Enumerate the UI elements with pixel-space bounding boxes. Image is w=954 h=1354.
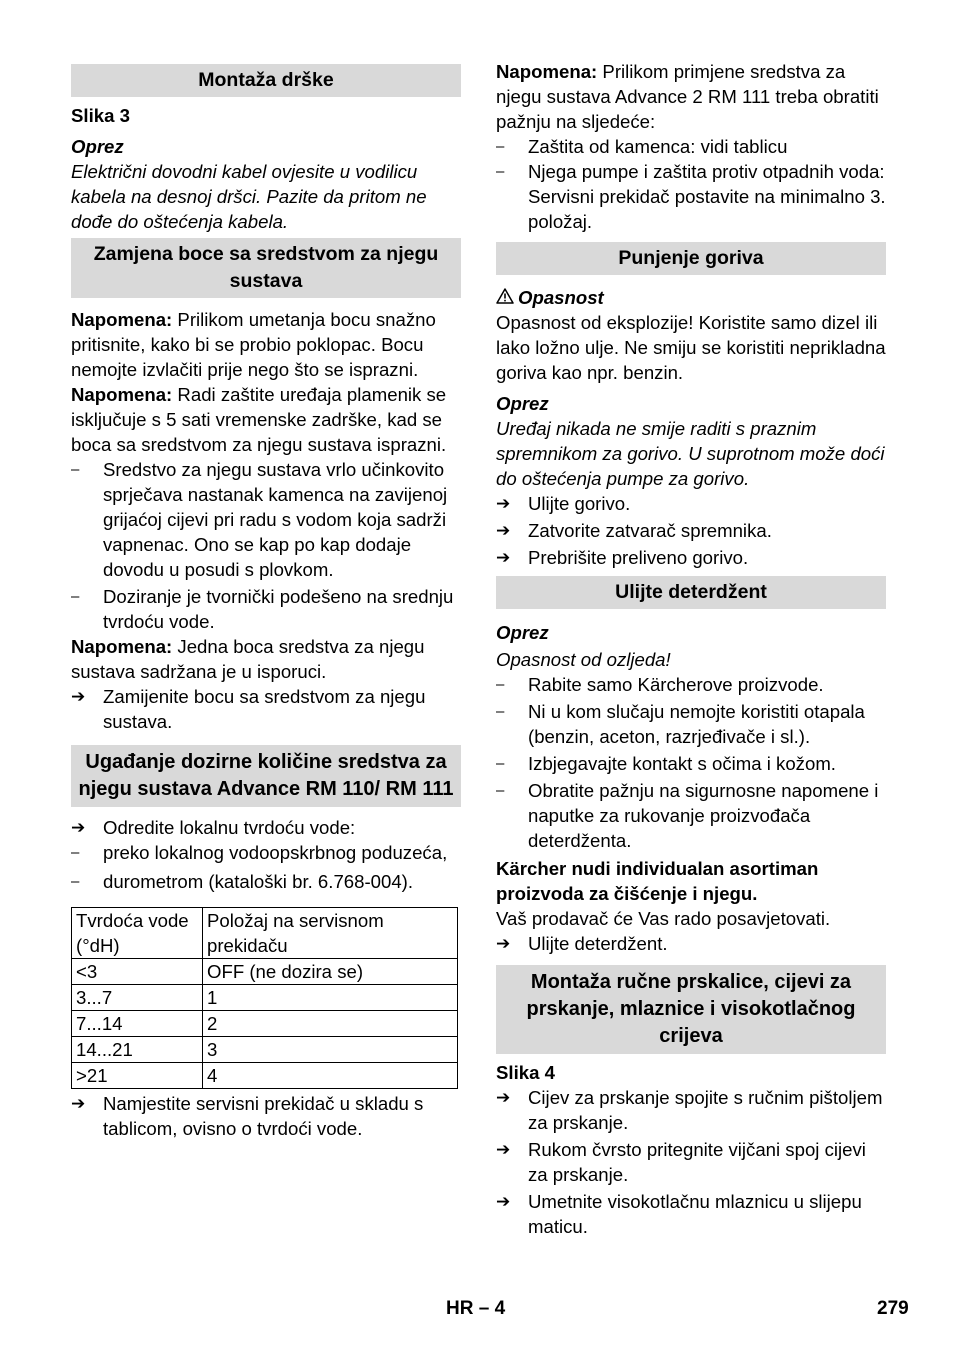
list-item: ➔ Ulijte deterdžent. <box>496 931 886 956</box>
arrow-list <box>496 1085 886 1239</box>
section-heading-detergent: Ulijte deterdžent <box>496 576 886 609</box>
dash-list <box>71 840 461 894</box>
note-paragraph: Napomena: Prilikom umetanja bocu snažno pritisnite, kako bi se probio poklopac. Bocu nemojte izvlačiti prije nego što se isprazni. <box>71 309 436 380</box>
paragraph: Vaš prodavač će Vas rado posavjetovati. <box>496 908 831 929</box>
left-column <box>71 64 461 1141</box>
table-cell: 4 <box>203 1063 458 1089</box>
table-row <box>72 1063 458 1089</box>
list-item: – Obratite pažnju na sigurnosne napomene i naputke za rukovanje proizvođača deterdženta. <box>496 778 886 853</box>
table-cell: OFF (ne dozira se) <box>203 959 458 985</box>
page-number: 279 <box>877 1298 909 1319</box>
table-cell: <3 <box>72 959 203 985</box>
list-item: ➔ Umetnite visokotlačnu mlaznicu u slijepu maticu. <box>496 1189 886 1239</box>
footer-label: HR – 4 <box>446 1298 506 1319</box>
table-header: Položaj na servisnom prekidaču <box>203 908 458 959</box>
list-item: ➔ Ulijte gorivo. <box>496 491 886 516</box>
list-item: – Doziranje je tvornički podešeno na srednju tvrdoću vode. <box>71 584 461 634</box>
list-item: ➔ Prebrišite preliveno gorivo. <box>496 545 886 570</box>
section-heading-bottle: Zamjena boce sa sredstvom za njegu sustava <box>71 238 461 298</box>
dash-list <box>71 457 461 634</box>
arrow-list <box>71 684 461 734</box>
caution-label: Oprez <box>496 622 549 643</box>
list-item: – durometrom (kataloški br. 6.768-004). <box>71 869 461 894</box>
list-item: – Rabite samo Kärcherove proizvode. <box>496 672 886 697</box>
table-row <box>72 1011 458 1037</box>
note-paragraph: Napomena: Radi zaštite uređaja plamenik se isključuje s 5 sati vremenske zadrške, kad se boca sa sredstvom za njegu sustava isprazni. <box>71 384 447 455</box>
caution-text: Uređaj nikada ne smije raditi s praznim spremnikom za gorivo. U suprotnom može doći do oštećenja pumpe za gorivo. <box>496 418 885 489</box>
table-row <box>72 985 458 1011</box>
section-heading-dosing: Ugađanje dozirne količine sredstva za njegu sustava Advance RM 110/ RM 111 <box>71 745 461 807</box>
list-item: ➔ Zatvorite zatvarač spremnika. <box>496 518 886 543</box>
list-item: – Zaštita od kamenca: vidi tablicu <box>496 134 886 159</box>
hardness-table <box>71 907 458 1089</box>
section-heading-handle: Montaža drške <box>71 64 461 97</box>
table-cell: 3...7 <box>72 985 203 1011</box>
note-paragraph: Napomena: Prilikom primjene sredstva za njegu sustava Advance 2 RM 111 treba obratiti pažnju na sljedeće: <box>496 61 879 132</box>
arrow-list <box>71 815 461 840</box>
arrow-list <box>496 491 886 570</box>
table-cell: 3 <box>203 1037 458 1063</box>
figure-ref: Slika 4 <box>496 1062 555 1083</box>
table-cell: >21 <box>72 1063 203 1089</box>
list-item: – Njega pumpe i zaštita protiv otpadnih voda: Servisni prekidač postavite na minimalno 3. položaj. <box>496 159 886 234</box>
bold-paragraph: Kärcher nudi individualan asortiman proizvoda za čišćenje i njegu. <box>496 858 819 904</box>
danger-text: Opasnost od eksplozije! Koristite samo dizel ili lako ložno ulje. Ne smiju se koristiti neprikladna goriva kao npr. benzin. <box>496 312 886 383</box>
dash-list <box>496 672 886 853</box>
note-paragraph: Napomena: Jedna boca sredstva za njegu sustava sadržana je u isporuci. <box>71 636 425 682</box>
figure-ref: Slika 3 <box>71 105 130 126</box>
table-cell: 1 <box>203 985 458 1011</box>
arrow-list <box>496 931 886 956</box>
table-header-row <box>72 908 458 959</box>
table-cell: 2 <box>203 1011 458 1037</box>
table-cell: 14...21 <box>72 1037 203 1063</box>
caution-text: Opasnost od ozljeda! <box>496 649 671 670</box>
table-row <box>72 959 458 985</box>
right-column <box>496 61 886 1239</box>
dash-list <box>496 134 886 234</box>
table-row <box>72 1037 458 1063</box>
table-cell: 7...14 <box>72 1011 203 1037</box>
list-item: ➔ Namjestite servisni prekidač u skladu s tablicom, ovisno o tvrdoći vode. <box>71 1091 461 1141</box>
list-item: ➔ Zamijenite bocu sa sredstvom za njegu sustava. <box>71 684 461 734</box>
caution-label: Oprez <box>71 136 124 157</box>
section-heading-fuel: Punjenje goriva <box>496 242 886 275</box>
list-item: – preko lokalnog vodoopskrbnog poduzeća, <box>71 840 461 865</box>
list-item: ➔ Odredite lokalnu tvrdoću vode: <box>71 815 461 840</box>
table-header: Tvrdoća vode (°dH) <box>72 908 203 959</box>
list-item: – Ni u kom slučaju nemojte koristiti otapala (benzin, aceton, razrjeđivače i sl.). <box>496 699 886 749</box>
list-item: – Izbjegavajte kontakt s očima i kožom. <box>496 751 886 776</box>
section-heading-spray: Montaža ručne prskalice, cijevi za prskanje, mlaznice i visokotlačnog crijeva <box>496 965 886 1054</box>
arrow-list <box>71 1091 461 1141</box>
list-item: – Sredstvo za njegu sustava vrlo učinkovito sprječava nastanak kamenca na zavijenoj grijaćoj cijevi pri radu s vodom koja sadrži vapnenac. Ono se kap po kap dodaje dovodu u posudi s plovkom. <box>71 457 461 582</box>
warning-triangle-icon <box>496 285 518 310</box>
caution-label: Oprez <box>496 393 549 414</box>
list-item: ➔ Rukom čvrsto pritegnite vijčani spoj cijevi za prskanje. <box>496 1137 886 1187</box>
caution-text: Električni dovodni kabel ovjesite u vodilicu kabela na desnoj dršci. Pazite da pritom ne dođe do oštećenja kabela. <box>71 161 427 232</box>
list-item: ➔ Cijev za prskanje spojite s ručnim pištoljem za prskanje. <box>496 1085 886 1135</box>
danger-label: Opasnost <box>496 285 886 310</box>
